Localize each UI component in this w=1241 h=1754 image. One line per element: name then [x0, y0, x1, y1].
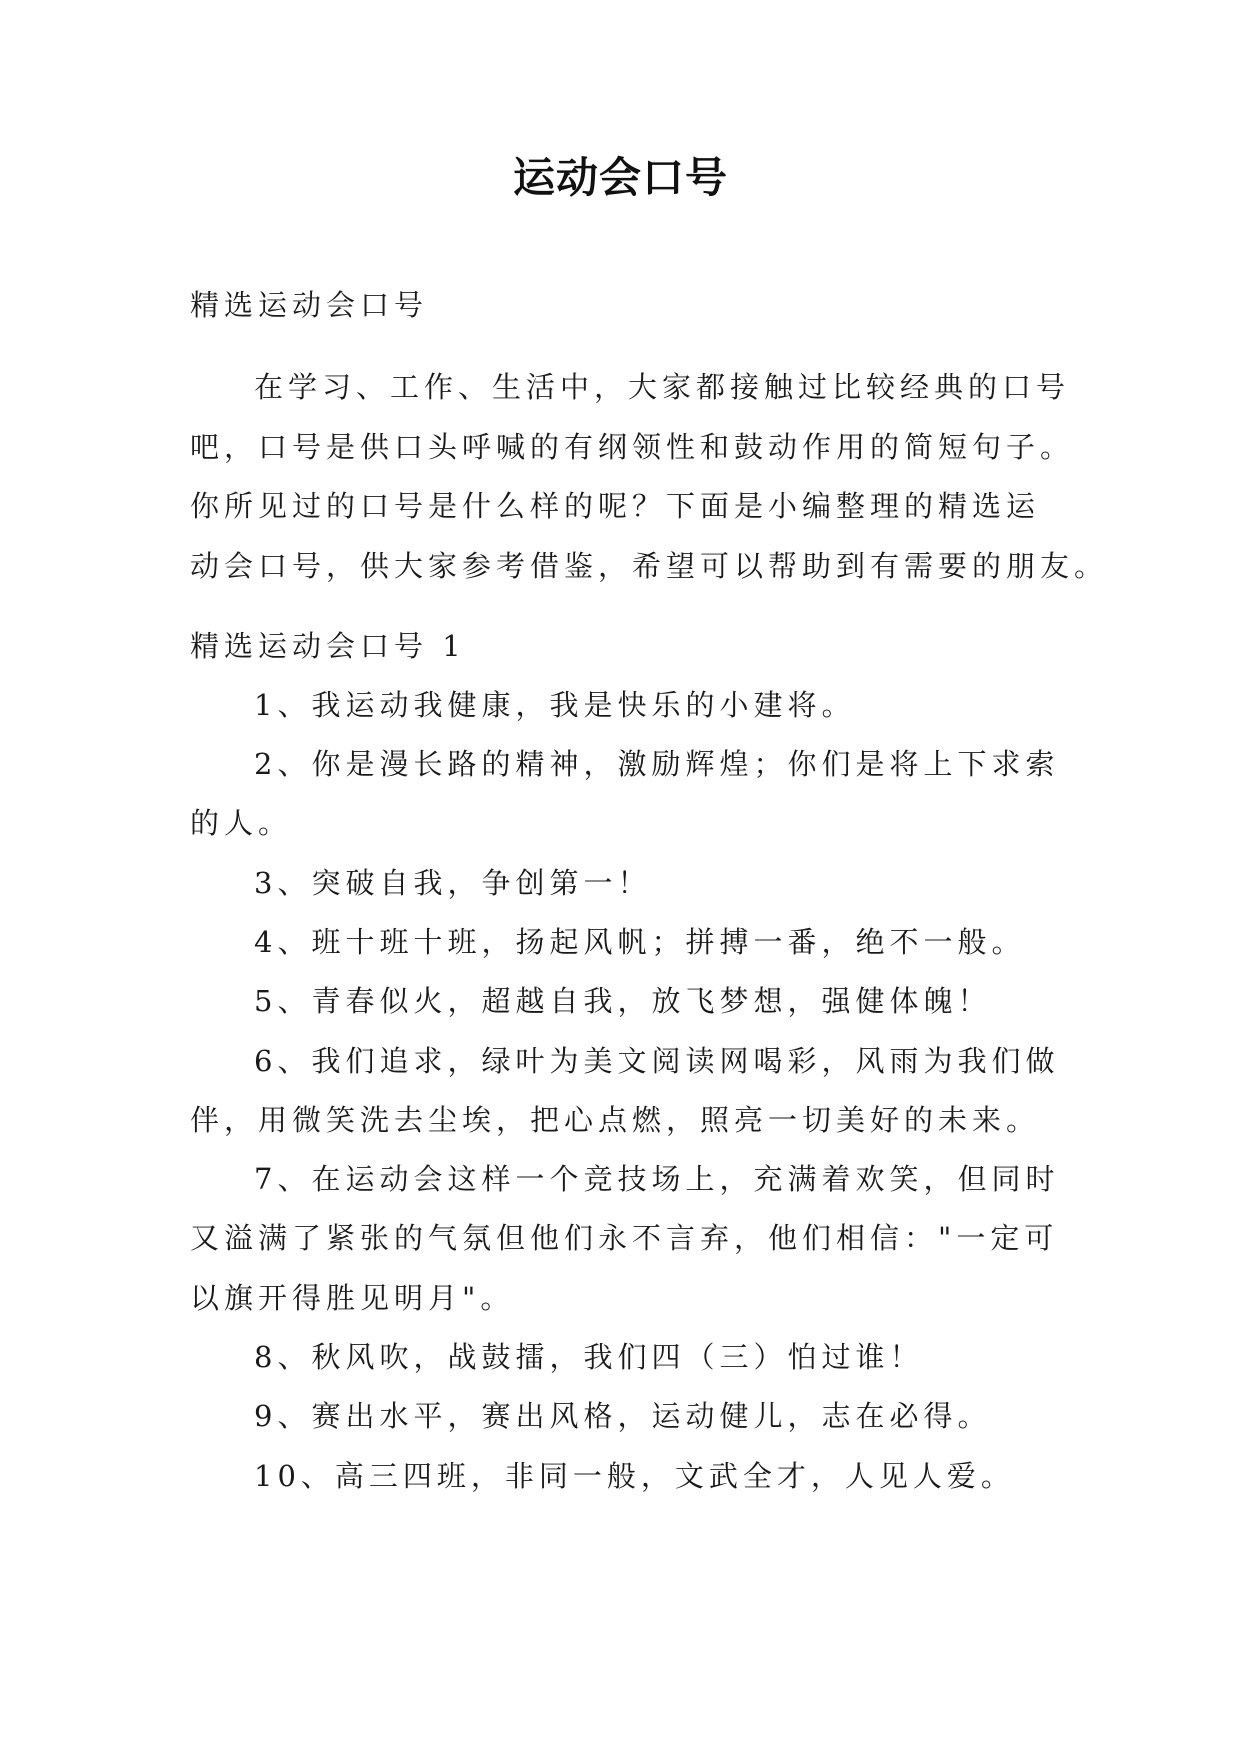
- document-subtitle: 精选运动会口号: [190, 288, 429, 322]
- document-body: [190, 285, 1109, 1515]
- slogan-line: 5、青春似火，超越自我，放飞梦想，强健体魄！: [254, 984, 992, 1019]
- slogan-line: 以旗开得胜见明月"。: [190, 1280, 515, 1315]
- intro-line: 动会口号，供大家参考借鉴，希望可以帮助到有需要的朋友。: [190, 548, 1109, 583]
- slogan-line: 的人。: [190, 806, 293, 841]
- intro-line: 在学习、工作、生活中，大家都接触过比较经典的口号: [254, 370, 1071, 404]
- slogan-line: 6、我们追求，绿叶为美文阅读网喝彩，风雨为我们做: [254, 1043, 1060, 1078]
- document-title: 运动会口号: [512, 153, 728, 202]
- slogan-line: 10、高三四班，非同一般，文武全才，人见人爱。: [254, 1458, 1015, 1493]
- slogan-line: 7、在运动会这样一个竞技场上，充满着欢笑，但同时: [254, 1162, 1060, 1197]
- slogan-line: 2、你是漫长路的精神，激励辉煌；你们是将上下求索: [254, 747, 1060, 782]
- section-heading: 精选运动会口号 1: [190, 628, 466, 663]
- slogan-line: 3、突破自我，争创第一！: [254, 865, 652, 900]
- slogan-line: 伴，用微笑洗去尘埃，把心点燃，照亮一切美好的未来。: [190, 1102, 1041, 1137]
- slogan-line: 又溢满了紧张的气氛但他们永不言弃，他们相信："一定可: [190, 1221, 1059, 1256]
- intro-line: 你所见过的口号是什么样的呢？下面是小编整理的精选运: [190, 489, 1041, 523]
- slogan-line: 1、我运动我健康，我是快乐的小建将。: [254, 687, 856, 722]
- intro-line: 吧，口号是供口头呼喊的有纲领性和鼓动作用的简短句子。: [190, 429, 1075, 464]
- slogan-list: [190, 685, 1060, 1496]
- slogan-line: 9、赛出水平，赛出风格，运动健儿，志在必得。: [254, 1399, 992, 1434]
- slogan-line: 4、班十班十班，扬起风帆；拼搏一番，绝不一般。: [254, 924, 1026, 959]
- intro-paragraph: [190, 367, 1109, 586]
- slogan-line: 8、秋风吹，战鼓擂，我们四（三）怕过谁！: [254, 1340, 924, 1375]
